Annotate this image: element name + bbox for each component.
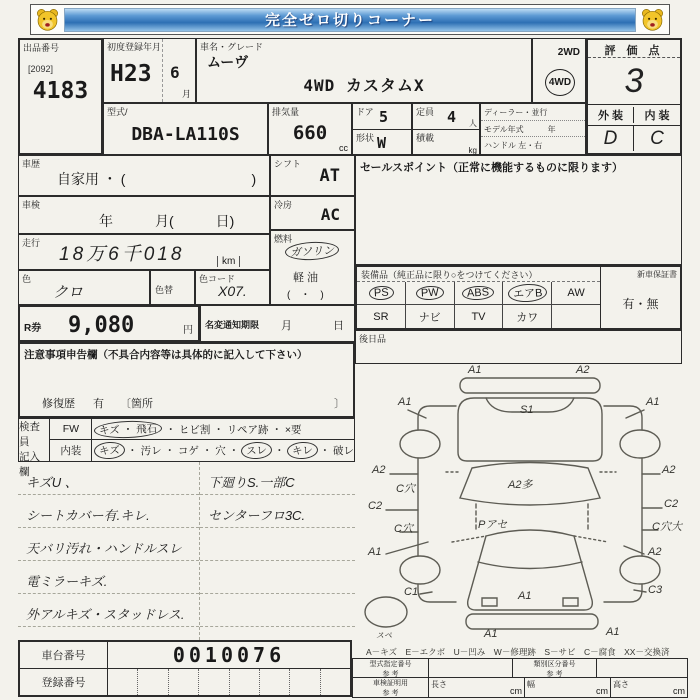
- model-code-box: [103, 103, 268, 155]
- inspector-label-cell: [19, 419, 50, 478]
- damage-mark: C穴: [394, 523, 413, 535]
- type-number-cell: [353, 659, 429, 677]
- damage-mark: A2: [648, 546, 662, 558]
- ac-label: 冷房: [274, 200, 293, 210]
- note-line-empty: [200, 594, 355, 627]
- top-banner: [30, 4, 670, 35]
- equipment-item: [455, 282, 504, 304]
- displacement-unit: cc: [339, 143, 348, 153]
- note-line: 外アルキズ・スタッドレス.: [18, 594, 199, 627]
- color-value: クロ: [53, 284, 84, 301]
- name-change-box: [200, 305, 355, 342]
- interior-circled-sure: スレ: [241, 441, 273, 460]
- door-cell: [353, 104, 411, 130]
- spec-reference-table: [352, 658, 688, 698]
- spec-row1: [353, 659, 687, 678]
- yen-label: 円: [183, 325, 193, 336]
- notes-left-column: [18, 462, 200, 640]
- mileage-value: 18万6千018: [59, 244, 185, 265]
- equipment-item-circled: PS: [368, 285, 393, 300]
- repair-value: 有: [93, 398, 104, 410]
- day-label: 日: [333, 320, 344, 332]
- chassis-row: [20, 642, 350, 669]
- registration-cells: [108, 669, 350, 695]
- fuel-diesel: 軽 油: [293, 272, 319, 284]
- fw-row: [50, 419, 354, 440]
- equipment-row2: [357, 305, 600, 328]
- caution-label: 注意事項申告欄（不具合内容等は具体的に記入して下さい）: [24, 349, 308, 361]
- interior-label: 内 装: [644, 110, 670, 122]
- interior-row: [50, 440, 354, 461]
- shaken-label: 車検: [22, 200, 41, 210]
- length-label: 長さ: [431, 680, 447, 689]
- note-line: キズU 、: [18, 462, 199, 495]
- registration-label: 登録番号: [20, 669, 108, 695]
- height-label: 高さ: [613, 680, 629, 689]
- type-number-label: 型式指定番号: [369, 661, 412, 668]
- cm-unit: cm: [510, 686, 522, 696]
- class-number-value-cell: [597, 659, 687, 677]
- month-suffix: 月: [181, 89, 191, 99]
- interior-items: [92, 440, 354, 461]
- note-line-empty: [200, 561, 355, 594]
- dealer-line1: ディーラー・並行: [481, 104, 585, 121]
- interior-circled-kire: キレ: [286, 441, 318, 460]
- damage-mark: A2: [662, 464, 676, 476]
- history-box: [18, 155, 270, 196]
- displacement-value: 660: [292, 122, 328, 144]
- cm-unit: cm: [596, 686, 608, 696]
- damage-mark: A1: [484, 628, 498, 640]
- inspector-box: [18, 418, 355, 478]
- exterior-interior-header: [588, 104, 680, 126]
- warranty-cell: [601, 267, 680, 328]
- class-number-label: 類別区分番号: [533, 661, 576, 668]
- chassis-value: 0010076: [172, 643, 286, 667]
- divider: [162, 39, 163, 102]
- equipment-item: SR: [357, 305, 406, 328]
- damage-mark: C1: [404, 586, 419, 598]
- fw-label: FW: [50, 419, 92, 439]
- lot-ref: [2092]: [28, 64, 54, 74]
- exterior-interior-grades: [588, 126, 680, 151]
- capacity-cell: [413, 104, 479, 130]
- shaken-value: 年 月( 日): [99, 213, 235, 229]
- damage-mark: A1: [646, 396, 660, 408]
- damage-mark: C2: [664, 498, 679, 510]
- damage-mark: A1: [398, 396, 412, 408]
- warranty-value: 有・無: [622, 297, 659, 311]
- repair-history-line: [42, 395, 345, 411]
- damage-mark: A2: [372, 464, 386, 476]
- equipment-grid: [357, 267, 601, 328]
- height-cell: [611, 678, 687, 697]
- equipment-item: [406, 282, 455, 304]
- dealer-box: [480, 103, 586, 155]
- exterior-grade: D: [588, 126, 634, 151]
- r-ticket-value: 9,080: [68, 313, 135, 338]
- capacity-value: 4: [447, 108, 457, 126]
- name-change-label: 名変通知期限: [205, 320, 260, 330]
- first-registration-month: 6: [170, 63, 180, 82]
- color-label: 色: [22, 274, 32, 284]
- fuel-paren: ( ・ ): [287, 290, 324, 301]
- equipment-item-circled: ABS: [462, 285, 495, 301]
- damage-mark: C穴: [396, 483, 415, 495]
- interior-row-label: 内装: [50, 440, 92, 461]
- r-ticket-box: [18, 305, 200, 342]
- shift-box: [270, 155, 355, 196]
- lot-number-label: 出品番号: [23, 43, 60, 53]
- shift-value: AT: [319, 166, 340, 186]
- damage-mark: C3: [648, 584, 663, 596]
- note-line: 下廻りS.一部C: [200, 462, 355, 495]
- displacement-label: 排気量: [272, 107, 300, 117]
- damage-mark: A2多: [508, 479, 533, 491]
- color-change-label: 色替: [155, 285, 174, 295]
- sales-point-label: セールスポイント（正常に機能するものに限ります）: [360, 162, 624, 174]
- color-code-box: [195, 270, 270, 305]
- note-line-empty: [200, 528, 355, 561]
- month-label: 月: [281, 320, 292, 332]
- equipment-item: AW: [567, 287, 585, 299]
- fw-items: [92, 419, 354, 439]
- equipment-item: [357, 282, 406, 304]
- note-line: 天バリ汚れ・ハンドルスレ: [18, 528, 199, 561]
- fuel-gasoline-circled: ガソリン: [285, 241, 340, 262]
- score-value: 3: [624, 61, 644, 100]
- mileage-unit: km: [217, 256, 240, 267]
- type-number-value-cell: [429, 659, 513, 677]
- color-code-label: 色コード: [199, 274, 236, 284]
- teddy-bear-icon: [639, 6, 666, 33]
- fw-rest: ・ ヒビ割 ・ リペア跡 ・ ×要: [165, 423, 302, 436]
- first-registration-label: 初度登録年月: [107, 42, 162, 52]
- capacity-load-box: [412, 103, 480, 155]
- cm-unit: cm: [673, 686, 685, 696]
- car-name-label: 車名・グレード: [200, 42, 264, 52]
- cert-label: 車検証明用: [373, 680, 408, 687]
- door-label: ドア: [356, 107, 374, 117]
- width-cell: [525, 678, 611, 697]
- damage-mark: A1: [606, 626, 620, 638]
- dealer-line3: ハンドル 左・右: [484, 141, 543, 150]
- spare-tire-label: スペ: [376, 631, 392, 640]
- color-code-value: X07.: [218, 283, 247, 299]
- shape-label: 形状: [356, 133, 375, 143]
- inspector-label-2: 記入欄: [19, 451, 40, 478]
- repair-label: 修復歴: [42, 398, 75, 410]
- r-ticket-label: R券: [24, 323, 42, 334]
- note-line: センターフロ3C.: [200, 495, 355, 528]
- note-line: シートカバー有.キレ.: [18, 495, 199, 528]
- load-label: 積載: [416, 133, 435, 143]
- length-cell: [429, 678, 525, 697]
- fuel-label: 燃料: [274, 234, 293, 244]
- banner-title: 完全ゼロ切りコーナー: [64, 8, 636, 32]
- ac-box: [270, 196, 355, 230]
- model-code-value: DBA-LA110S: [131, 124, 240, 145]
- drive-type-box: [532, 38, 586, 103]
- equipment-row1: [357, 282, 600, 305]
- load-cell: [413, 130, 479, 155]
- equipment-box: [355, 265, 682, 330]
- drive-2wd: 2WD: [557, 47, 580, 58]
- chassis-label: 車台番号: [20, 642, 108, 668]
- damage-mark: A2: [576, 364, 590, 376]
- shaken-box: [18, 196, 270, 234]
- width-label: 幅: [527, 680, 535, 689]
- damage-diagram: [360, 364, 690, 646]
- damage-legend: A－キズ E－エクボ U－凹み W－修理跡 S－サビ C－腐食 XX－交換済: [366, 647, 670, 657]
- cert-cell: [353, 678, 429, 697]
- history-label: 車歴: [22, 159, 41, 169]
- lot-number-box: [18, 38, 103, 155]
- interior-seg1: ・ 汚レ ・ コゲ ・ 穴 ・: [127, 445, 240, 457]
- color-change-box: [150, 270, 195, 305]
- mileage-box: [18, 234, 270, 270]
- later-items-box: [355, 330, 682, 364]
- color-box: [18, 270, 150, 305]
- note-line: 電ミラーキズ.: [18, 561, 199, 594]
- interior-seg2: ・: [274, 445, 285, 457]
- damage-mark: A1: [468, 364, 482, 376]
- first-registration-box: [103, 38, 196, 103]
- equipment-item-circled: エアB: [507, 283, 547, 303]
- drive-4wd-circled: 4WD: [545, 69, 575, 96]
- history-value: 自家用 ・ ( ): [57, 171, 257, 187]
- exterior-label: 外 装: [588, 107, 634, 123]
- damage-mark: Pアセ: [478, 519, 508, 531]
- class-number-cell: [513, 659, 597, 677]
- repair-open: 〔箇所: [120, 398, 153, 410]
- equipment-item-circled: PW: [415, 285, 443, 300]
- capacity-unit: 人: [469, 119, 477, 128]
- equipment-item: カワ: [503, 305, 552, 328]
- door-value: 5: [379, 108, 389, 126]
- damage-mark: C2: [368, 500, 383, 512]
- damage-mark: S1: [520, 404, 534, 416]
- interior-grade: C: [650, 127, 664, 149]
- interior-circled-kizu: キズ: [94, 441, 126, 460]
- notes-right-column: [200, 462, 355, 640]
- load-unit: kg: [468, 146, 477, 155]
- model-code-label: 型式/: [107, 107, 128, 117]
- reference-label: 参 考: [382, 690, 399, 697]
- score-label: 評 価 点: [588, 40, 680, 58]
- sales-point-box: [355, 155, 682, 265]
- reference-label: 参 考: [382, 671, 399, 678]
- dealer-line2: モデル年式 年: [481, 121, 585, 137]
- car-make: ムーヴ: [207, 55, 249, 71]
- first-registration-year: H23: [110, 61, 152, 87]
- door-shape-box: [352, 103, 412, 155]
- reference-label: 参 考: [546, 671, 563, 678]
- warranty-label: 新車保証書: [637, 270, 677, 279]
- displacement-box: [268, 103, 352, 155]
- mileage-label: 走行: [22, 238, 41, 248]
- inspector-label-1: 検査員: [19, 421, 40, 448]
- teddy-bear-icon: [34, 6, 61, 33]
- spec-row2: [353, 678, 687, 697]
- equipment-item: [503, 282, 552, 304]
- equipment-item: ナビ: [406, 305, 455, 328]
- shape-value: W: [377, 134, 387, 152]
- notes-area: [18, 462, 355, 640]
- score-box: [586, 38, 682, 155]
- ac-value: AC: [320, 205, 340, 224]
- interior-seg3: ・ 破レ: [319, 445, 354, 457]
- damage-mark: C穴大: [652, 521, 682, 533]
- car-grade: 4WD カスタムX: [303, 76, 425, 95]
- fuel-box: [270, 230, 355, 305]
- shift-label: シフト: [274, 159, 302, 169]
- fw-circled-group: キズ ・ 飛石: [94, 419, 163, 438]
- equipment-label: 装備品（純正品に限り○をつけてください）: [357, 267, 600, 282]
- repair-close: 〕: [334, 398, 345, 410]
- caution-box: [18, 342, 355, 418]
- later-items-label: 後日品: [359, 334, 387, 344]
- lot-number-value: 4183: [32, 78, 89, 104]
- inspector-rows: [50, 419, 354, 461]
- damage-mark: A1: [518, 590, 532, 602]
- chassis-box: [18, 640, 352, 697]
- damage-mark: A1: [368, 546, 382, 558]
- capacity-label: 定員: [416, 107, 435, 117]
- equipment-item: TV: [455, 305, 504, 328]
- car-name-box: [196, 38, 532, 103]
- shape-cell: [353, 130, 411, 155]
- registration-row: [20, 669, 350, 695]
- equipment-item: [552, 305, 600, 328]
